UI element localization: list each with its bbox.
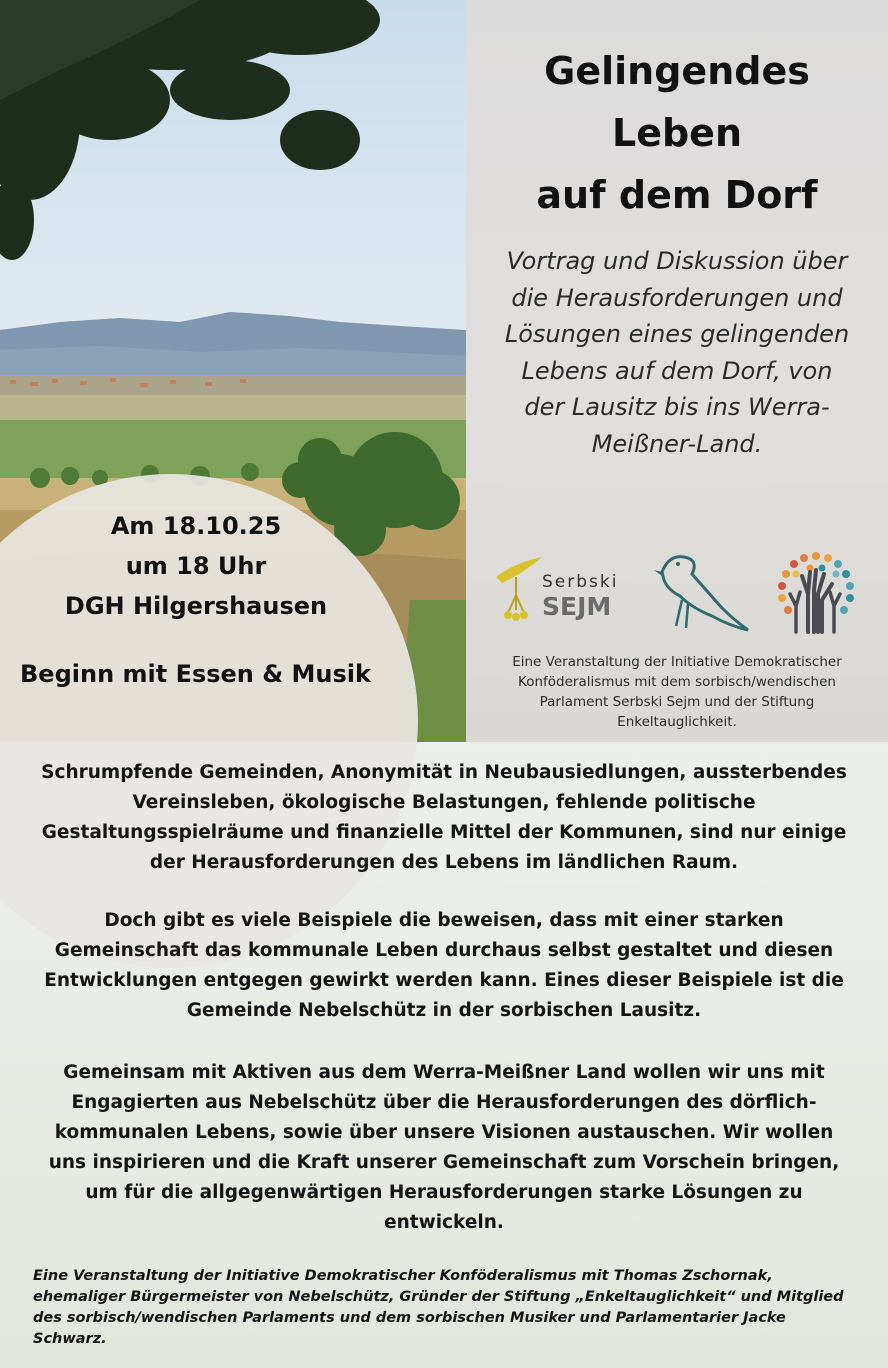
logo-serbski-text: Serbski — [542, 572, 619, 592]
event-details: Am 18.10.25 um 18 Uhr DGH Hilgershausen — [64, 512, 328, 620]
serbski-sejm-logo — [494, 555, 544, 625]
info-panel — [466, 0, 888, 742]
page-title: Gelingendes Leben auf dem Dorf — [536, 49, 818, 217]
paragraph-1: Schrumpfende Gemeinden, Anonymität in Neubausiedlungen, aussterbendes Vereinsleben, ökologische Belastungen, fehlende politische Gestaltungsspielräume und finanzielle Mittel der Kommunen, sind nur einige der Herausforderungen des Lebens im ländlichen Raum. — [41, 762, 847, 873]
paragraph-3: Gemeinsam mit Aktiven aus dem Werra-Meißner Land wollen wir uns mit Engagierten aus Nebelschütz über die Herausforderungen des dörflich- kommunalen Lebens, sowie über unsere Visionen austauschen. Wir wollen uns inspirieren und die Kraft unserer Gemeinschaft zum Vorschein bringen, um für die allgegenwärtigen Herausforderungen starke Lösungen zu entwickeln. — [48, 1062, 840, 1233]
subtitle: Vortrag und Diskussion über die Herausforderungen und Lösungen eines gelingenden Lebens auf dem Dorf, von der Lausitz bis ins Werra- Meißner-Land. — [504, 247, 850, 458]
enkeltauglichkeit-tree-logo — [774, 550, 858, 634]
paragraph-2: Doch gibt es viele Beispiele die beweisen, dass mit einer starken Gemeinschaft das kommunale Leben durchaus selbst gestaltet und diesen Entwicklungen entgegen gewirkt werden kann. Eines dieser Beispiele ist die Gemeinde Nebelschütz in der sorbischen Lausitz. — [44, 910, 844, 1021]
logo-sejm-text: SEJM — [542, 592, 612, 621]
village — [0, 375, 466, 397]
footer-note: Eine Veranstaltung der Initiative Demokratischer Konföderalismus mit Thomas Zschornak, ehemaliger Bürgermeister von Nebelschütz, Gründer der Stiftung „Enkeltauglichkeit“ und Mitglied des sorbisch/wendischen Parlaments und dem sorbischen Musiker und Parlamentarier Jacke Schwarz. — [33, 1268, 844, 1347]
bird-logo — [652, 550, 752, 634]
panel-caption: Eine Veranstaltung der Initiative Demokratischer Konföderalismus mit dem sorbisch/wendischen Parlament Serbski Sejm und der Stiftung Enkeltauglichkeit. — [512, 654, 842, 730]
event-extra: Beginn mit Essen & Musik — [20, 660, 371, 688]
